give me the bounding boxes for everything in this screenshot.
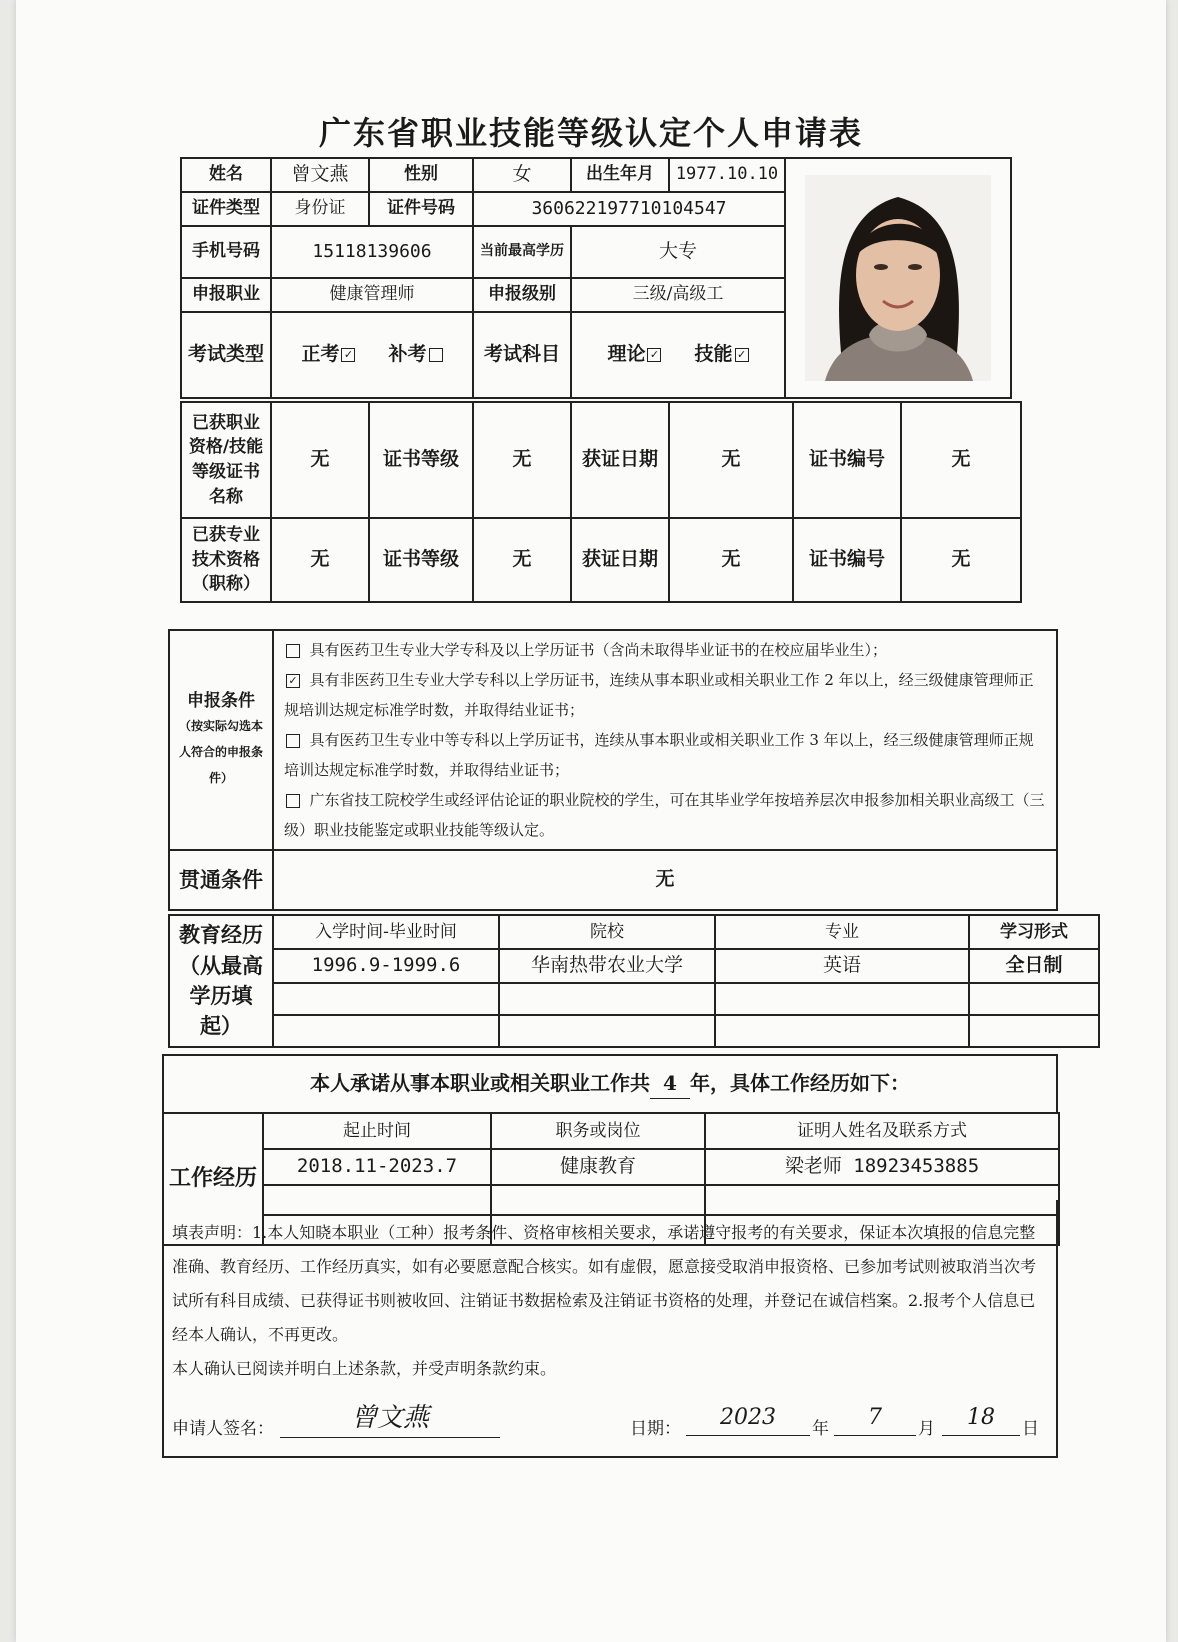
cert-row (181, 402, 1021, 518)
pledge-suffix: 年，具体工作经历如下： (690, 1071, 910, 1095)
cert-no-label: 证书编号 (793, 518, 901, 602)
year-unit: 年 (812, 1419, 829, 1439)
opt-jineng-label: 技能 (694, 342, 733, 365)
photo-cell (785, 158, 1011, 398)
work-header: 证明人姓名及联系方式 (705, 1113, 1059, 1149)
conditions-table (168, 629, 1058, 911)
cert-grade: 无 (473, 402, 571, 518)
gender-label: 性别 (369, 158, 473, 192)
edu-row (169, 983, 1099, 1015)
pledge-years: 4 (650, 1069, 690, 1099)
birth-label: 出生年月 (571, 158, 669, 192)
date-label: 日期： (630, 1419, 681, 1439)
condition-item (284, 665, 1046, 725)
level-value: 三级/高级工 (571, 278, 785, 312)
work-header: 起止时间 (263, 1113, 491, 1149)
conditions-list (273, 630, 1057, 850)
certs-table (180, 401, 1022, 603)
cert-row (181, 518, 1021, 602)
cert-no: 无 (901, 402, 1021, 518)
conditions-label: 申报条件 (187, 690, 255, 711)
opt-lilun-checkbox[interactable]: ✓ (647, 348, 661, 362)
statement (162, 1210, 1058, 1392)
level-label: 申报级别 (473, 278, 571, 312)
conditions-label-cell (169, 630, 273, 850)
name-label: 姓名 (181, 158, 271, 192)
phone-value: 15118139606 (271, 226, 473, 278)
education-table (168, 914, 1100, 1048)
condition-checkbox[interactable] (286, 794, 300, 808)
edu-label: 当前最高学历 (473, 226, 571, 278)
cert-label: 已获职业资格/技能等级证书名称 (181, 402, 271, 518)
idnum-label: 证件号码 (369, 192, 473, 226)
sign-label: 申请人签名： (172, 1419, 274, 1439)
cert-date-label: 获证日期 (571, 402, 669, 518)
edu-header: 学习形式 (969, 915, 1099, 949)
applicant-photo (805, 175, 991, 381)
exam-type-options (271, 312, 473, 398)
condition-text: 广东省技工院校学生或经评估论证的职业院校的学生，可在其毕业学年按培养层次申报参加相关职业高级工（三级）职业技能鉴定或职业技能等级认定。 (284, 791, 1045, 839)
occ-label: 申报职业 (181, 278, 271, 312)
opt-zheng-checkbox[interactable]: ✓ (341, 348, 355, 362)
edu-header: 院校 (499, 915, 715, 949)
signature-row (162, 1400, 1058, 1450)
education-label: 教育经历（从最高学历填起） (169, 915, 273, 1047)
condition-item (284, 635, 1046, 665)
birth-value: 1977.10.10 (669, 158, 785, 192)
date-month[interactable]: 7 (834, 1402, 916, 1436)
edu-header: 专业 (715, 915, 969, 949)
condition-checkbox[interactable] (286, 644, 300, 658)
condition-text: 具有医药卫生专业中等专科以上学历证书，连续从事本职业或相关职业工作 3 年以上，经三级健康管理师正规培训达规定标准学时数，并取得结业证书； (284, 731, 1034, 779)
edu-row (169, 1015, 1099, 1047)
basic-info-table (180, 157, 1012, 399)
application-form (16, 0, 1166, 1642)
idtype-value: 身份证 (271, 192, 369, 226)
opt-bu-label: 补考 (388, 342, 427, 365)
condition-checkbox[interactable]: ✓ (286, 674, 300, 688)
work-cell: 梁老师 18923453885 (705, 1149, 1059, 1185)
cert-date: 无 (669, 402, 793, 518)
pledge-line (163, 1055, 1057, 1113)
conditions-note: （按实际勾选本人符合的申报条件） (178, 719, 263, 786)
occ-value: 健康管理师 (271, 278, 473, 312)
month-unit: 月 (918, 1419, 935, 1439)
through-value: 无 (273, 850, 1057, 910)
opt-bu-checkbox[interactable] (429, 348, 443, 362)
date-day[interactable]: 18 (942, 1402, 1020, 1436)
edu-cell: 华南热带农业大学 (499, 949, 715, 983)
edu-cell: 1996.9-1999.6 (273, 949, 499, 983)
cert-grade: 无 (473, 518, 571, 602)
cert-name: 无 (271, 518, 369, 602)
day-unit: 日 (1022, 1419, 1039, 1439)
signature[interactable]: 曾文燕 (280, 1400, 500, 1438)
condition-text: 具有非医药卫生专业大学专科以上学历证书，连续从事本职业或相关职业工作 2 年以上，经三级健康管理师正规培训达规定标准学时数，并取得结业证书； (284, 671, 1034, 719)
work-label: 工作经历 (163, 1113, 263, 1245)
exam-subject-options (571, 312, 785, 398)
phone-label: 手机号码 (181, 226, 271, 278)
cert-date: 无 (669, 518, 793, 602)
statement-p2: 本人确认已阅读并明白上述条款，并受声明条款约束。 (172, 1359, 557, 1378)
pledge-table (162, 1054, 1058, 1114)
condition-item (284, 725, 1046, 785)
opt-zheng-label: 正考 (301, 342, 340, 365)
opt-lilun-label: 理论 (607, 342, 646, 365)
idtype-label: 证件类型 (181, 192, 271, 226)
date-year[interactable]: 2023 (686, 1402, 810, 1436)
edu-row (169, 949, 1099, 983)
page-title: 广东省职业技能等级认定个人申请表 (318, 114, 863, 152)
opt-jineng-checkbox[interactable]: ✓ (735, 348, 749, 362)
gender-value: 女 (473, 158, 571, 192)
edu-cell: 全日制 (969, 949, 1099, 983)
cert-grade-label: 证书等级 (369, 518, 473, 602)
cert-grade-label: 证书等级 (369, 402, 473, 518)
condition-item (284, 785, 1046, 845)
cert-date-label: 获证日期 (571, 518, 669, 602)
work-row (163, 1149, 1059, 1185)
work-cell: 健康教育 (491, 1149, 705, 1185)
condition-checkbox[interactable] (286, 734, 300, 748)
edu-header: 入学时间-毕业时间 (273, 915, 499, 949)
idnum-value: 360622197710104547 (473, 192, 785, 226)
work-cell: 2018.11-2023.7 (263, 1149, 491, 1185)
cert-no-label: 证书编号 (793, 402, 901, 518)
through-label: 贯通条件 (169, 850, 273, 910)
condition-text: 具有医药卫生专业大学专科及以上学历证书（含尚未取得毕业证书的在校应届毕业生）； (309, 641, 888, 659)
exam-subject-label: 考试科目 (473, 312, 571, 398)
edu-value: 大专 (571, 226, 785, 278)
cert-label: 已获专业技术资格（职称） (181, 518, 271, 602)
statement-p1: 填表声明：1.本人知晓本职业（工种）报考条件、资格审核相关要求，承诺遵守报考的有关要求，保证本次填报的信息完整准确、教育经历、工作经历真实，如有必要愿意配合核实。如有虚假，愿意接受取消申报资格、已参加考试则被取消当次考试所有科目成绩、已获得证书则被收回、注销证书数据检索及注销证书资格的处理，并登记在诚信档案。2.报考个人信息已经本人确认，不再更改。 (172, 1223, 1037, 1344)
cert-no: 无 (901, 518, 1021, 602)
pledge-prefix: 本人承诺从事本职业或相关职业工作共 (310, 1071, 650, 1095)
name-value: 曾文燕 (271, 158, 369, 192)
cert-name: 无 (271, 402, 369, 518)
exam-type-label: 考试类型 (181, 312, 271, 398)
work-header: 职务或岗位 (491, 1113, 705, 1149)
edu-cell: 英语 (715, 949, 969, 983)
